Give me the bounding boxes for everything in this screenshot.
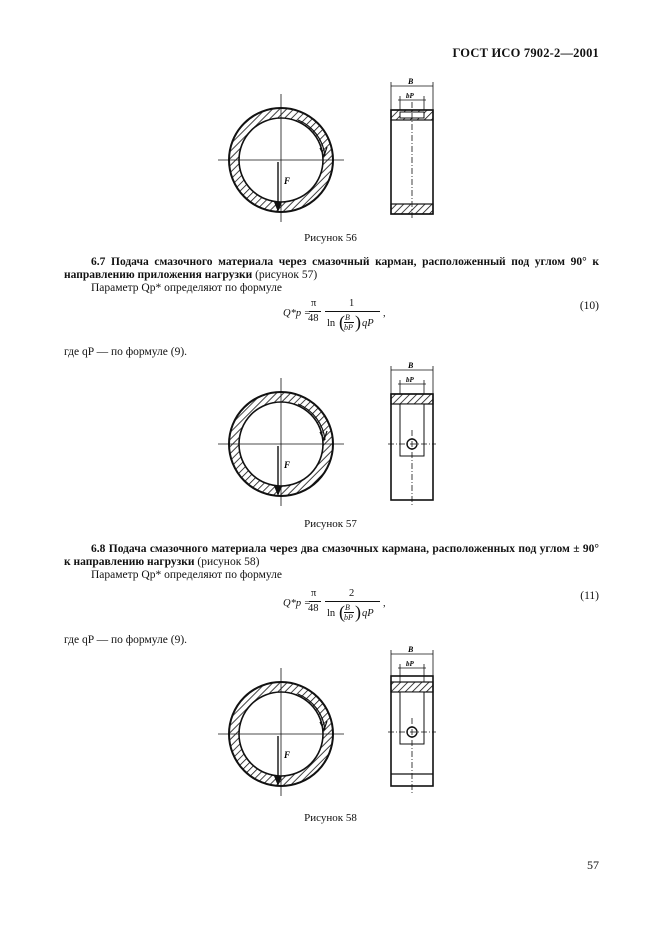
formula-tail: , bbox=[383, 598, 386, 609]
force-label: F bbox=[284, 176, 291, 186]
formula-11 bbox=[283, 588, 393, 632]
fraction-bar-2 bbox=[325, 601, 380, 602]
force-label: F bbox=[284, 460, 291, 470]
left-paren: ( bbox=[339, 602, 345, 622]
pocket-width-label: bP bbox=[406, 660, 414, 668]
page-number: 57 bbox=[587, 858, 599, 872]
formula-numer: 2 bbox=[349, 588, 355, 599]
fraction-bar-2 bbox=[325, 311, 380, 312]
force-label: F bbox=[284, 750, 291, 760]
bearing-side-view bbox=[388, 361, 436, 506]
section-6-8-heading-tail: (рисунок 58) bbox=[197, 556, 260, 568]
formula-lhs: Q*p = bbox=[283, 598, 311, 609]
right-paren: ) bbox=[355, 312, 361, 332]
equation-number-10: (10) bbox=[579, 300, 599, 312]
figure-57-caption: Рисунок 57 bbox=[304, 518, 357, 530]
formula-B: B bbox=[345, 603, 350, 612]
standard-header: ГОСТ ИСО 7902-2—2001 bbox=[452, 46, 599, 60]
right-paren: ) bbox=[355, 602, 361, 622]
bearing-cross-section bbox=[218, 94, 344, 222]
section-6-8-where-text: где qP — по формуле (9). bbox=[64, 634, 188, 646]
section-6-7-param-text: Параметр Qp* определяют по формуле bbox=[91, 282, 282, 294]
figure-58 bbox=[210, 646, 450, 796]
bearing-cross-section bbox=[218, 668, 344, 796]
figure-58-caption: Рисунок 58 bbox=[304, 812, 357, 824]
left-paren: ( bbox=[339, 312, 345, 332]
formula-10 bbox=[283, 298, 393, 342]
section-6-8-heading bbox=[64, 543, 599, 569]
section-6-7-where-text: где qP — по формуле (9). bbox=[64, 346, 188, 358]
fraction-bar bbox=[309, 601, 321, 602]
section-6-7-heading-bold: 6.7 Подача смазочного материала через смазочный карман, расположенный под углом 90° к направлению приложения нагрузки bbox=[64, 256, 599, 281]
section-6-8-param-text: Параметр Qp* определяют по формуле bbox=[91, 569, 282, 581]
section-6-7-heading-tail: (рисунок 57) bbox=[255, 269, 318, 281]
formula-bp: bP bbox=[344, 613, 353, 622]
pocket-width-label: bP bbox=[406, 376, 414, 384]
bearing-side-view bbox=[388, 646, 436, 794]
section-6-8-heading-bold: 6.8 Подача смазочного материала через два смазочных кармана, расположенных под углом ± 90° к направлению нагрузки bbox=[64, 543, 599, 568]
fraction-bar bbox=[309, 311, 321, 312]
formula-pi: π bbox=[311, 588, 317, 599]
formula-pi: π bbox=[311, 298, 317, 309]
width-label: B bbox=[408, 361, 414, 370]
bearing-side-view bbox=[391, 77, 433, 220]
formula-denom: 48 bbox=[308, 313, 319, 324]
figure-56-caption: Рисунок 56 bbox=[304, 232, 357, 244]
bearing-cross-section bbox=[218, 378, 344, 506]
formula-ln: ln bbox=[327, 318, 336, 329]
formula-qp: qP bbox=[362, 318, 374, 329]
formula-ln: ln bbox=[327, 608, 336, 619]
width-label: B bbox=[408, 77, 414, 86]
formula-denom: 48 bbox=[308, 603, 319, 614]
formula-bp: bP bbox=[344, 323, 353, 332]
formula-lhs: Q*p = bbox=[283, 308, 311, 319]
formula-tail: , bbox=[383, 308, 386, 319]
pocket-width-label: bP bbox=[406, 92, 414, 100]
section-6-7-heading bbox=[64, 256, 599, 282]
equation-number-11: (11) bbox=[580, 590, 599, 602]
width-label: B bbox=[408, 646, 414, 654]
formula-qp: qP bbox=[362, 608, 374, 619]
figure-56 bbox=[210, 72, 450, 222]
formula-B: B bbox=[345, 313, 350, 322]
formula-numer: 1 bbox=[349, 298, 355, 309]
figure-57 bbox=[210, 360, 450, 508]
